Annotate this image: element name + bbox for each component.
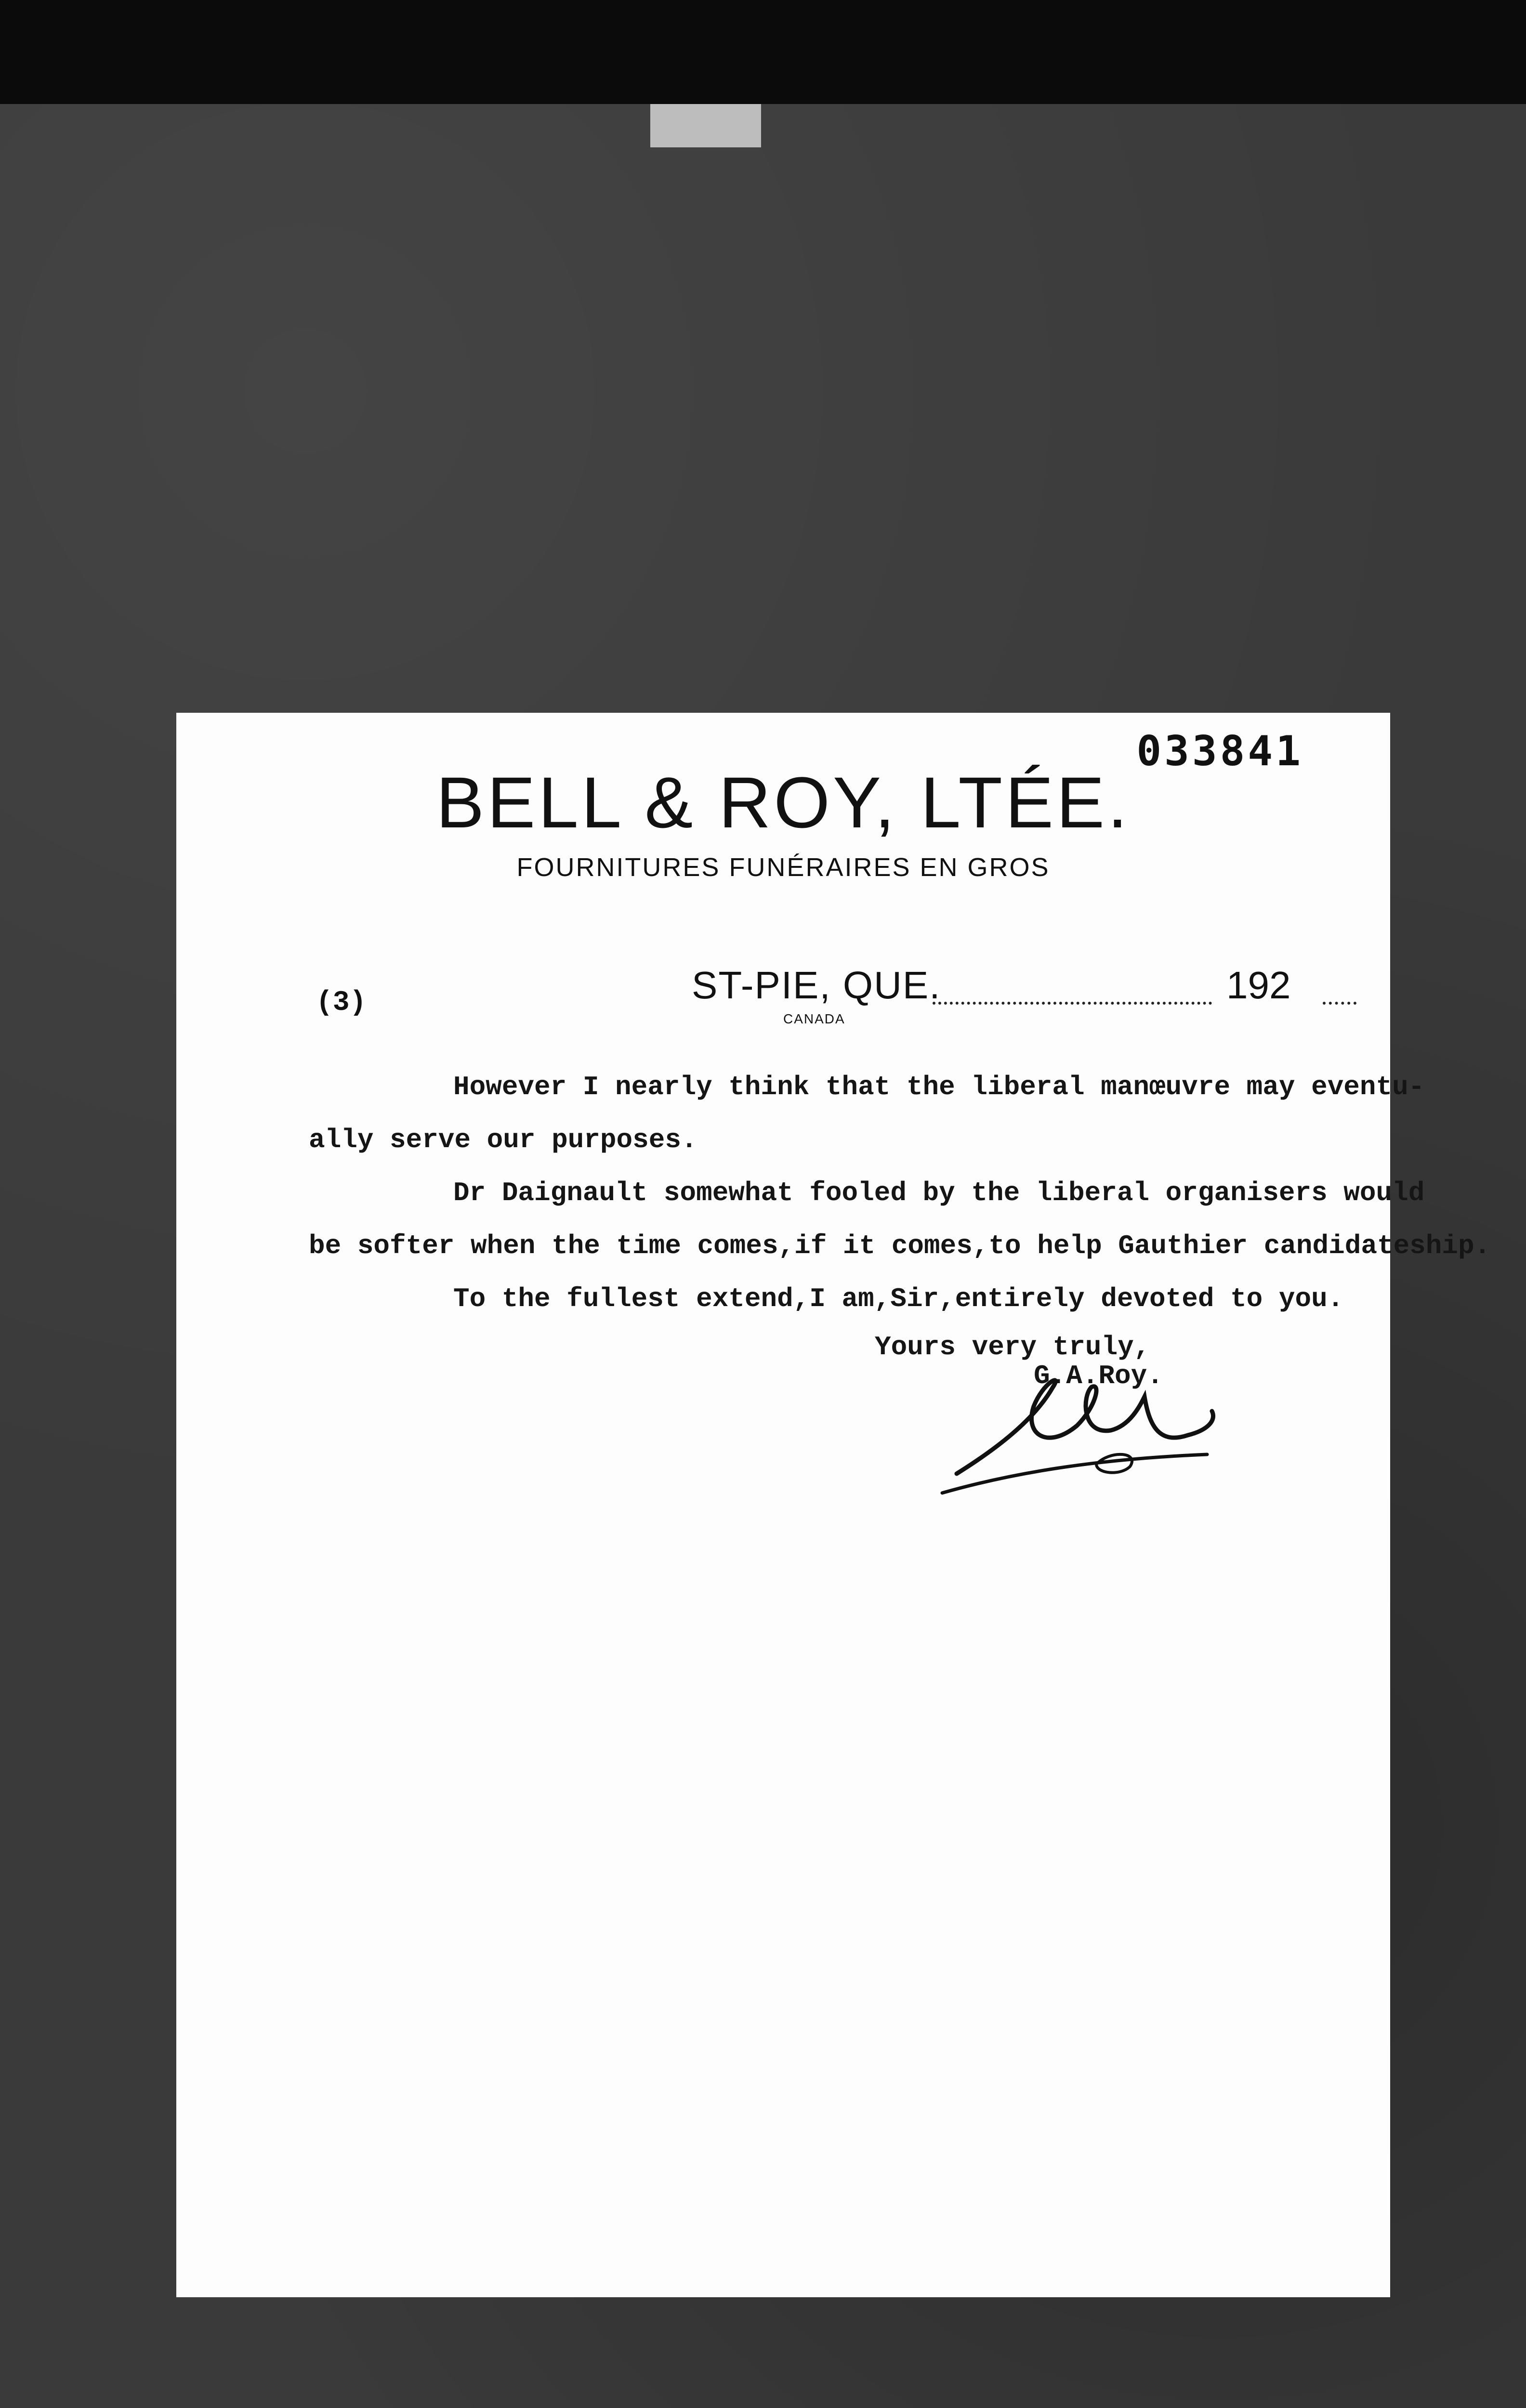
date-dotted-line — [933, 1002, 1212, 1005]
document-number: 033841 — [1136, 727, 1303, 775]
handwritten-signature — [937, 1353, 1236, 1507]
letterhead-tagline: FOURNITURES FUNÉRAIRES EN GROS — [516, 853, 1050, 882]
body-line-2: ally serve our purposes. — [309, 1125, 697, 1155]
place-date-line — [692, 963, 1318, 1026]
letterhead-company: BELL & ROY, LTÉE. — [436, 762, 1131, 843]
place-country: CANADA — [783, 1011, 845, 1026]
place-city: ST-PIE, QUE. — [692, 964, 941, 1007]
body-line-5: To the fullest extend,I am,Sir,entirely devoted to you. — [453, 1283, 1344, 1314]
letter-page — [176, 713, 1491, 2297]
closing: Yours very truly, — [875, 1332, 1150, 1362]
signer-name: G.A.Roy. — [1034, 1361, 1163, 1391]
top-clip — [650, 104, 761, 147]
body-line-3: Dr Daignault somewhat fooled by the liberal organisers would — [453, 1178, 1425, 1208]
page-marker: (3) — [316, 987, 367, 1019]
place-year: 192 — [1226, 964, 1291, 1007]
body-line-1: However I nearly think that the liberal manœuvre may eventu- — [453, 1072, 1425, 1102]
body-line-4: be softer when the time comes,if it comes,to help Gauthier candidateship. — [309, 1230, 1491, 1261]
year-dotted-line — [1323, 1002, 1356, 1005]
